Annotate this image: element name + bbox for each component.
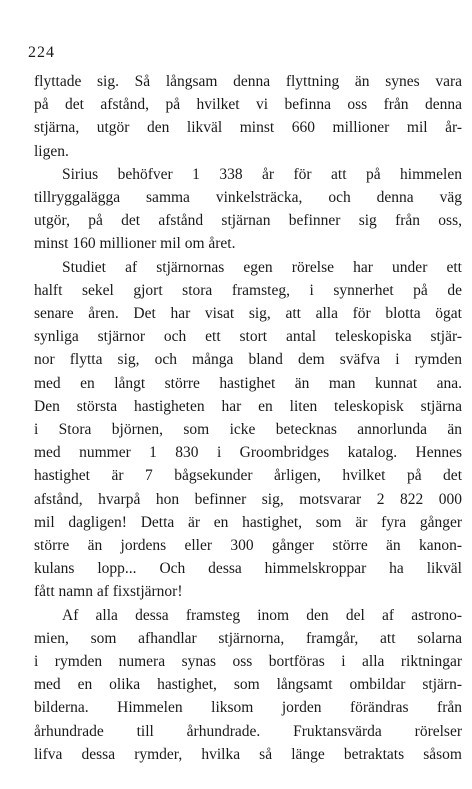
text-line: synliga stjärnor och ett stort antal teleskopiska stjär- <box>34 328 462 346</box>
text-line: Sirius behöfver 1 338 år för att på himmelen <box>62 165 462 183</box>
text-line: hastighet är 7 bågsekunder årligen, hvilket på det <box>34 467 462 485</box>
text-line: Studiet af stjärnornas egen rörelse har under ett <box>62 258 462 276</box>
text-line: Af alla dessa framsteg inom den del af astrono- <box>62 606 462 624</box>
text-line: större än jordens eller 300 gånger större än kanon- <box>34 537 462 555</box>
body-text <box>34 70 462 766</box>
text-line: utgör, på det afstånd stjärnan befinner sig från oss, <box>34 212 462 230</box>
text-line: i Stora björnen, som icke betecknas annorlunda än <box>34 421 462 439</box>
text-line: med nummer 1 830 i Groombridges katalog. Hennes <box>34 444 462 462</box>
text-line: Den största hastigheten har en liten teleskopisk stjärna <box>34 397 462 415</box>
text-line: fått namn af fixstjärnor! <box>34 583 183 601</box>
text-line: halft sekel gjort stora framsteg, i synnerhet på de <box>34 281 462 299</box>
text-line: stjärna, utgör den likväl minst 660 millioner mil år- <box>34 119 462 137</box>
text-line: lifva dessa rymder, hvilka så länge betraktats såsom <box>34 745 462 763</box>
text-line: kulans lopp... Och dessa himmelskroppar ha likväl <box>34 560 462 578</box>
page-number: 224 <box>28 44 55 61</box>
text-line: århundrade till århundrade. Fruktansvärda rörelser <box>34 722 462 740</box>
text-line: flyttade sig. Så långsam denna flyttning än synes vara <box>34 73 462 90</box>
text-line: mil dagligen! Detta är en hastighet, som är fyra gånger <box>34 513 462 531</box>
text-line: ligen. <box>34 142 69 160</box>
text-line: nor flytta sig, och många bland dem sväfva i rymden <box>34 351 462 369</box>
text-line: tillryggalägga samma vinkelsträcka, och denna väg <box>34 189 462 207</box>
text-line: afstånd, hvarpå hon befinner sig, motsvarar 2 822 000 <box>34 490 462 508</box>
text-line: mien, som afhandlar stjärnorna, framgår, att solarna <box>34 629 462 647</box>
text-line: senare åren. Det har visat sig, att alla för blotta ögat <box>34 305 462 323</box>
text-line: i rymden numera synas oss bortföras i alla riktningar <box>34 653 462 671</box>
text-line: på det afstånd, på hvilket vi befinna oss från denna <box>34 96 462 114</box>
text-line: minst 160 millioner mil om året. <box>34 235 236 253</box>
text-line: bilderna. Himmelen liksom jorden förändras från <box>34 699 462 717</box>
text-line: med en olika hastighet, som långsamt ombildar stjärn- <box>34 676 462 694</box>
text-line: med en långt större hastighet än man kunnat ana. <box>34 374 462 392</box>
